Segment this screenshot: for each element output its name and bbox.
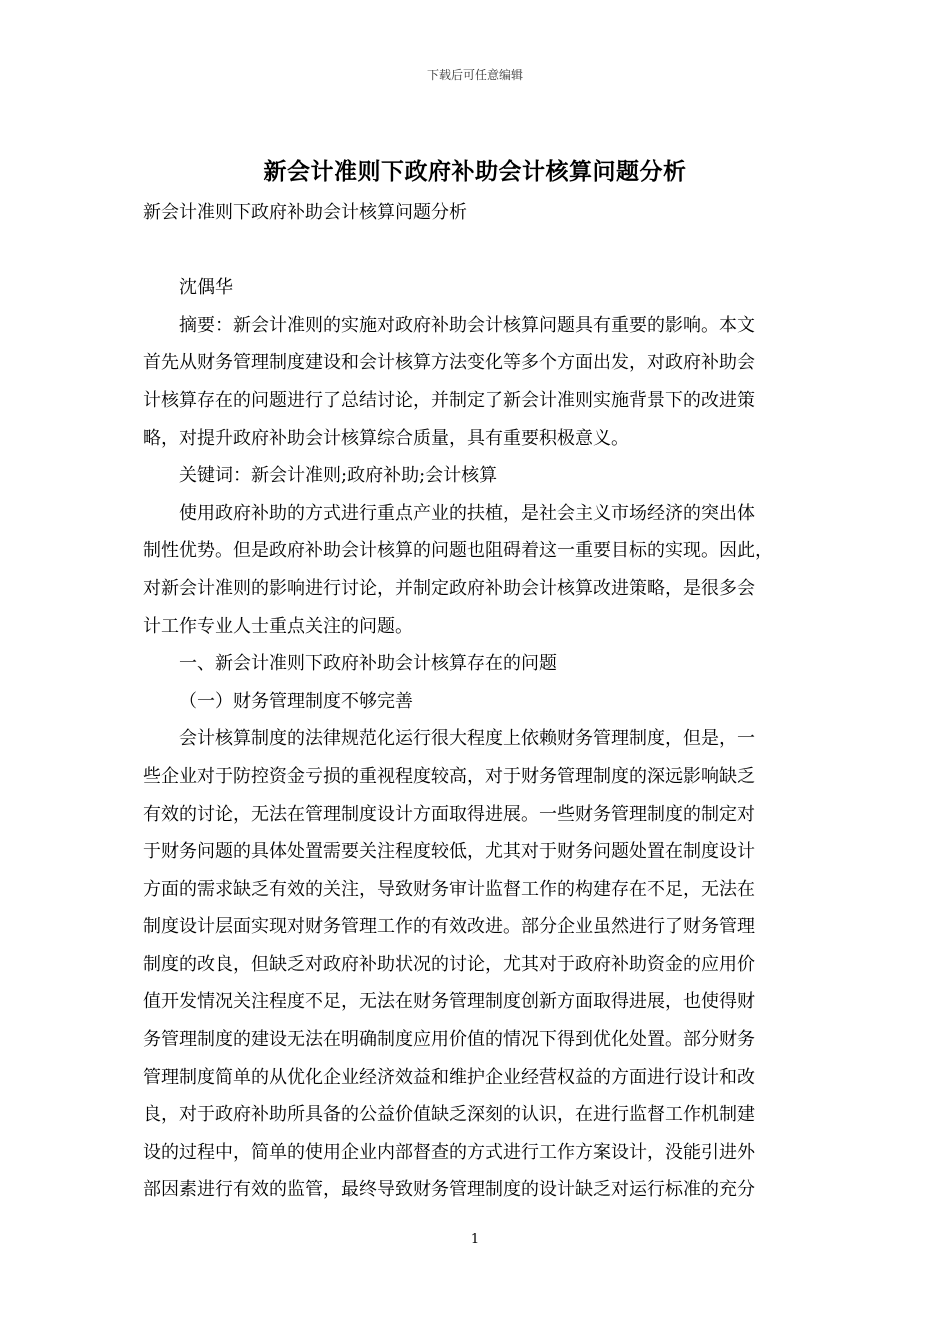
body-paragraph-line: 务管理制度的建设无法在明确制度应用价值的情况下得到优化处置。部分财务: [143, 1029, 755, 1051]
body-paragraph-line: 管理制度简单的从优化企业经济效益和维护企业经营权益的方面进行设计和改: [143, 1066, 755, 1088]
intro-paragraph-line: 对新会计准则的影响进行讨论，并制定政府补助会计核算改进策略，是很多会: [143, 577, 755, 599]
section-heading: 一、新会计准则下政府补助会计核算存在的问题: [179, 653, 557, 675]
document-body: [143, 194, 813, 1209]
abstract-line: 摘要：新会计准则的实施对政府补助会计核算问题具有重要的影响。本文: [179, 314, 755, 336]
keywords-line: 关键词：新会计准则;政府补助;会计核算: [179, 465, 498, 487]
abstract-line: 略，对提升政府补助会计核算综合质量，具有重要积极意义。: [143, 427, 629, 449]
body-paragraph-line: 制度设计层面实现对财务管理工作的有效改进。部分企业虽然进行了财务管理: [143, 916, 755, 938]
body-paragraph-line: 于财务问题的具体处置需要关注程度较低，尤其对于财务问题处置在制度设计: [143, 841, 755, 863]
page-header-note: 下载后可任意编辑: [426, 68, 523, 82]
body-paragraph-line: 制度的改良，但缺乏对政府补助状况的讨论，尤其对于政府补助资金的应用价: [143, 953, 755, 975]
body-paragraph-line: 些企业对于防控资金亏损的重视程度较高，对于财务管理制度的深远影响缺乏: [143, 765, 755, 787]
body-paragraph-line: 值开发情况关注程度不足，无法在财务管理制度创新方面取得进展，也使得财: [143, 991, 755, 1013]
intro-paragraph-line: 制性优势。但是政府补助会计核算的问题也阻碍着这一重要目标的实现。因此，: [143, 540, 773, 562]
abstract-line: 计核算存在的问题进行了总结讨论，并制定了新会计准则实施背景下的改进策: [143, 389, 755, 411]
body-paragraph-line: 有效的讨论，无法在管理制度设计方面取得进展。一些财务管理制度的制定对: [143, 803, 755, 825]
subtitle-line: 新会计准则下政府补助会计核算问题分析: [143, 202, 467, 223]
intro-paragraph-line: 使用政府补助的方式进行重点产业的扶植，是社会主义市场经济的突出体: [179, 502, 755, 524]
body-paragraph-line: 会计核算制度的法律规范化运行很大程度上依赖财务管理制度，但是，一: [179, 728, 755, 750]
body-paragraph-line: 良，对于政府补助所具备的公益价值缺乏深刻的认识，在进行监督工作机制建: [143, 1104, 755, 1126]
author-line: 沈偶华: [179, 277, 233, 299]
subsection-heading: （一）财务管理制度不够完善: [179, 690, 413, 712]
blank-line: [143, 232, 813, 270]
body-paragraph-line: 部因素进行有效的监管，最终导致财务管理制度的设计缺乏对运行标准的充分: [143, 1179, 755, 1201]
document-title: 新会计准则下政府补助会计核算问题分析: [263, 158, 687, 185]
page-number: 1: [470, 1232, 480, 1247]
intro-paragraph-line: 计工作专业人士重点关注的问题。: [143, 615, 413, 637]
abstract-line: 首先从财务管理制度建设和会计核算方法变化等多个方面出发，对政府补助会: [143, 352, 755, 374]
body-paragraph-line: 方面的需求缺乏有效的关注，导致财务审计监督工作的构建存在不足，无法在: [143, 878, 755, 900]
body-paragraph-line: 设的过程中，简单的使用企业内部督查的方式进行工作方案设计，没能引进外: [143, 1141, 755, 1163]
